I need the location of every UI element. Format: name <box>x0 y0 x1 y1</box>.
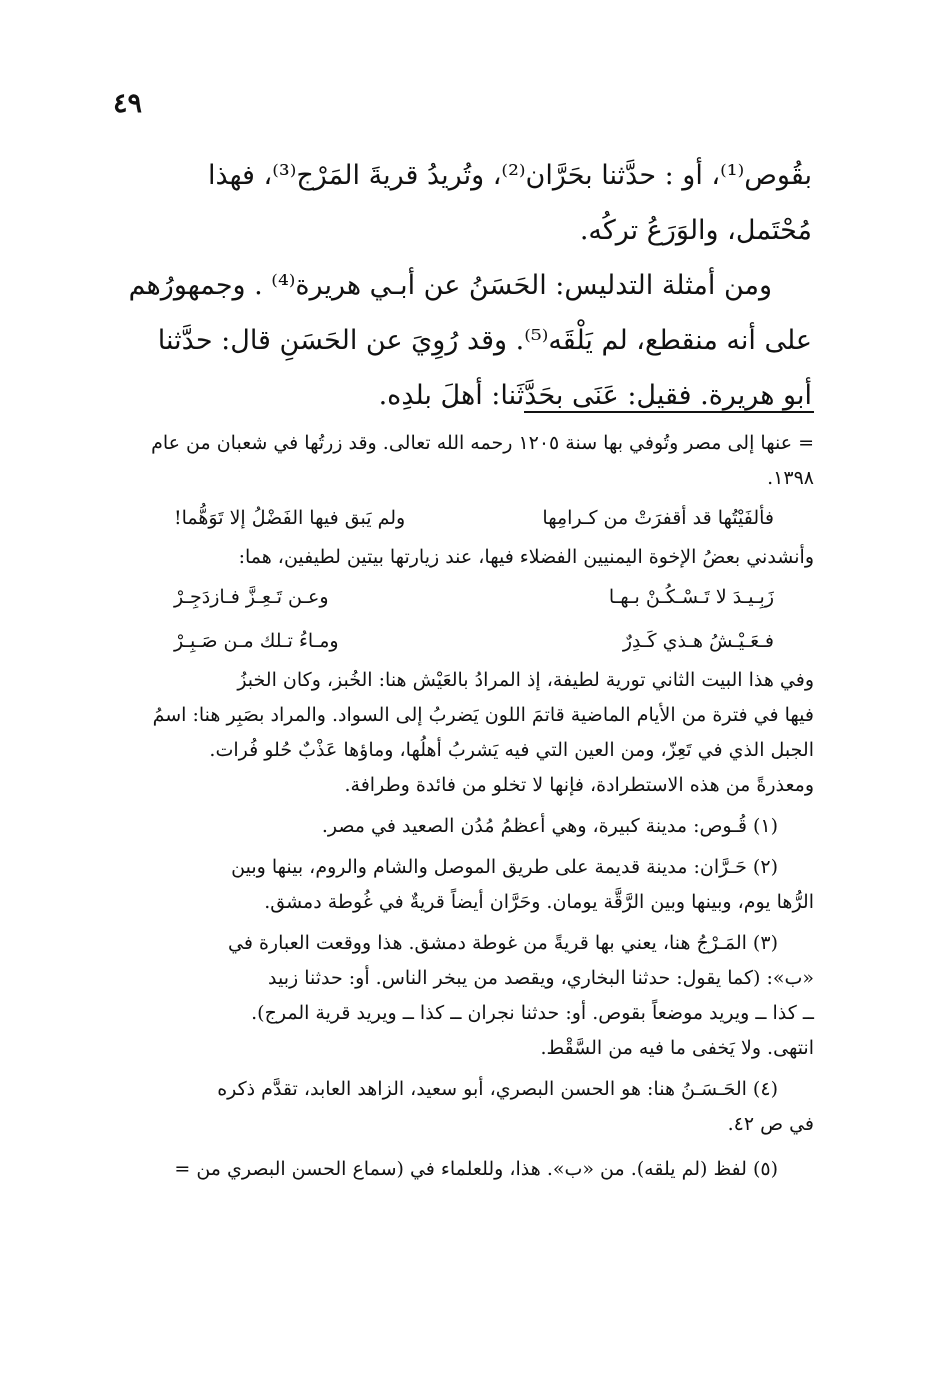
verse-line <box>174 496 774 540</box>
verse-line <box>174 575 774 619</box>
main-line: ومن أمثلة التدليس: الحَسَنُ عن أبـي هريرة⁽⁴⁾ . وجمهورُهم <box>128 270 772 301</box>
verse-hemistich-right: فـعَـيْـشُ هـذي كَـدِرٌ <box>622 630 774 652</box>
footnote-line: «ب»: (كما يقول: حدثنا البخاري، ويقصد من يبخر الناس. أو: حدثنا زبيد <box>268 967 814 989</box>
verse-hemistich-left: وعـن تَـعِـزَّ فـازدَجِـرْ <box>174 586 329 608</box>
verse-hemistich-right: فألفَيْتُها قد أقفرَتْ من كـرامِها <box>542 507 774 529</box>
footnote-line: (٥) لفظ (لم يلقه). من «ب». هذا، وللعلماء في (سماع الحسن البصري من = <box>174 1158 778 1180</box>
verse-hemistich-right: زَبِـيـدَ لا تَـسْـكُـنْ بـهـا <box>608 586 774 608</box>
commentary-line: ومعذرةً من هذه الاستطرادة، فإنها لا تخلو من فائدة وطرافة. <box>344 774 814 796</box>
main-text <box>122 148 812 423</box>
footnote-1 <box>114 809 814 844</box>
footnote-line: (٤) الحَـسَـنُ هنا: هو الحسن البصري، أبو سعيد، الزاهد العابد، تقدَّم ذكره <box>217 1078 778 1100</box>
footnote-line: ــ كذا ــ ويريد موضعاً بقوص. أو: حدثنا نجران ــ كذا ــ ويريد قرية المرج). <box>251 1002 814 1024</box>
main-line: بقُوص⁽¹⁾، أو : حدَّثنا بحَرَّان⁽²⁾، وتُريدُ قريةَ المَرْج⁽³⁾، فهذا <box>207 160 812 191</box>
footnote-3 <box>114 926 814 1066</box>
verse-hemistich-left: ولم يَبق فيها الفَضْلُ إلا تَوَهُّما! <box>174 507 406 529</box>
footnote-line: (٢) حَـرَّان: مدينة قديمة على طريق الموصل والشام والروم، بينها وبين <box>231 856 778 878</box>
commentary-line: وفي هذا البيت الثاني تورية لطيفة، إذ المرادُ بالعَيْش هنا: الخُبز، وكان الخبزُ <box>237 669 814 691</box>
footnote-line: انتهى. ولا يَخفى ما فيه من السَّقْط. <box>540 1037 814 1059</box>
footnote-continuation-line: ١٣٩٨. <box>767 467 814 489</box>
footnote-line: (٣) المَـرْجُ هنا، يعني بها قريةً من غوطة دمشق. هذا ووقعت العبارة في <box>228 932 778 954</box>
commentary-line: الجبل الذي في تَعِزّ، ومن العين التي فيه يَشربُ أهلُها، وماؤها عَذْبٌ حُلو فُرات. <box>209 739 814 761</box>
commentary-line: فيها في فترة من الأيام الماضية قاتمَ اللون يَضربُ إلى السواد. والمراد بصَبِر هنا: اسمُ <box>152 704 814 726</box>
verse-hemistich-left: ومـاءُ تـلك مـن صَـبِـرْ <box>174 630 339 652</box>
main-line: على أنه منقطع، لم يَلْقَه⁽⁵⁾. وقد رُوِيَ عن الحَسَنِ قال: حدَّثنا <box>157 325 812 356</box>
footnote-separator <box>524 411 814 413</box>
footnote-line: (١) قُـوص: مدينة كبيرة، وهي أعظمُ مُدُن الصعيد في مصر. <box>321 815 778 837</box>
verse-line <box>174 619 774 663</box>
footnote-continuation-line: = عنها إلى مصر وتُوفي بها سنة ١٢٠٥ رحمه الله تعالى. وقد زرتُها في شعبان من عام <box>151 432 814 454</box>
verse-intro: وأنشدني بعضُ الإخوة اليمنيين الفضلاء فيها، عند زيارتها بيتين لطيفين، هما: <box>238 546 814 568</box>
footnote-4 <box>114 1072 814 1142</box>
footnote-line: في ص ٤٢. <box>727 1113 814 1135</box>
footnotes <box>114 426 814 1187</box>
page-number: ٤٩ <box>112 88 142 119</box>
footnote-2 <box>114 850 814 920</box>
footnote-5 <box>114 1152 814 1187</box>
footnote-line: الرُّها يوم، وبينها وبين الرَّقَّة يومان. وحَرَّان أيضاً قريةٌ في غُوطة دمشق. <box>264 891 814 913</box>
main-line: مُحْتَمل، والوَرَعُ تركُه. <box>579 215 812 246</box>
main-line: أبو هريرة. فقيل: عَنَى بحَدَّثَنا: أهلَ بلدِه. <box>378 380 812 411</box>
